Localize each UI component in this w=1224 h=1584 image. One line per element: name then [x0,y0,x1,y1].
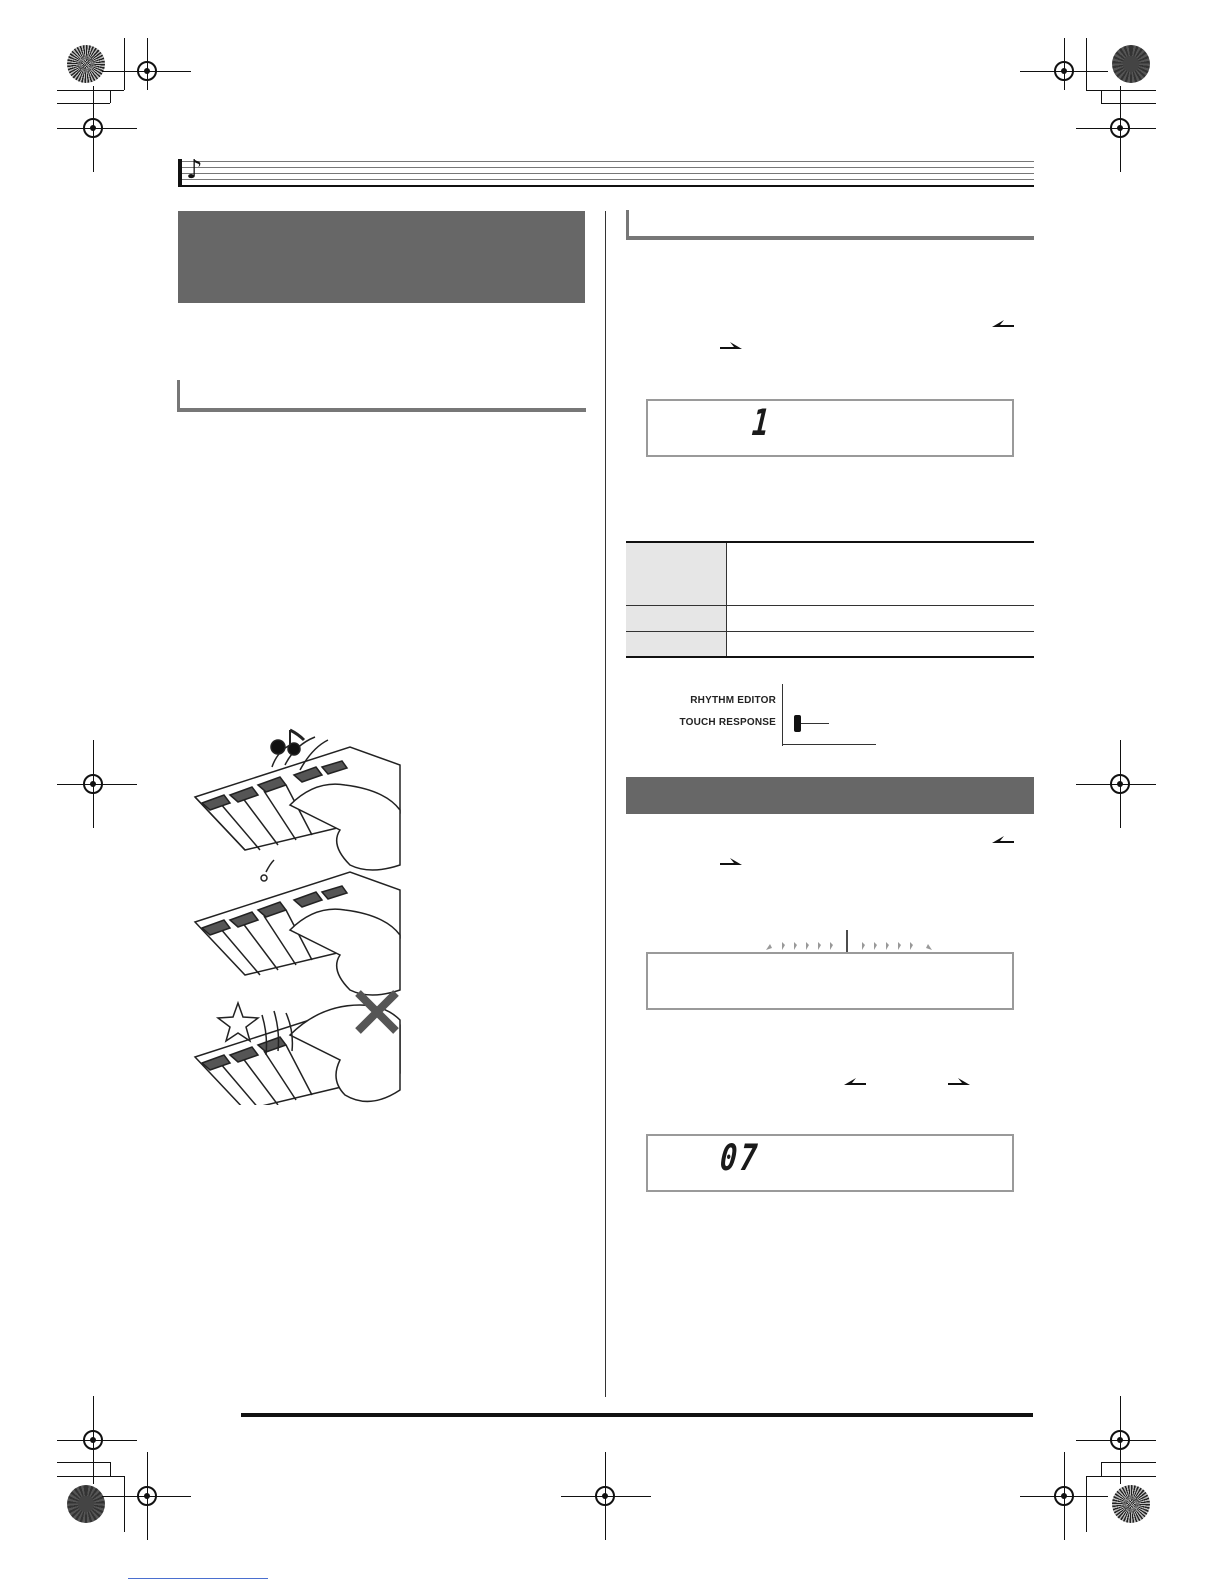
table-value-cell [727,605,1035,631]
bottom-link-underline [128,1578,268,1579]
crosshair-icon [137,1486,157,1506]
table-key-cell [626,542,727,605]
crosshair-icon [1054,1486,1074,1506]
crosshair-icon [137,61,157,81]
lcd-display [646,399,1014,457]
crosshair-icon [595,1486,615,1506]
button-arrow-icon [720,858,742,864]
crosshair-icon [1110,774,1130,794]
keyboard-wrong-press-icon [195,993,400,1105]
table-key-cell [626,631,727,657]
crosshair-icon [1110,1430,1130,1450]
button-arrow-icon [720,342,742,348]
button-arrow-icon [992,320,1014,326]
touch-response-button[interactable] [794,715,801,732]
registration-target-icon [1112,1485,1150,1523]
lcd-display [646,952,1014,1010]
table-value-cell [727,631,1035,657]
button-arrow-icon [992,836,1014,842]
rhythm-editor-label: RHYTHM EDITOR [690,695,776,706]
registration-target-icon [67,45,105,83]
button-arrow-icon [948,1078,970,1084]
crosshair-icon [1110,118,1130,138]
lcd-value: 07 [718,1136,762,1179]
crosshair-icon [1054,61,1074,81]
settings-table [626,541,1034,658]
header-staff [178,155,1034,187]
table-key-cell [626,605,727,631]
lcd-value: 1 [750,401,774,444]
keyboard-touch-illustrations [190,725,405,1105]
subsection-heading-bar [177,380,586,412]
crosshair-icon [83,1430,103,1450]
footer-rule [241,1413,1033,1417]
section-banner [178,211,585,303]
button-arrow-icon [844,1078,866,1084]
crosshair-icon [83,774,103,794]
registration-target-icon [67,1485,105,1523]
subsection-heading-bar [626,210,1034,240]
section-banner [626,777,1034,814]
column-divider [605,211,606,1397]
table-value-cell [727,542,1035,605]
keyboard-soft-press-icon [195,860,400,995]
touch-response-label: TOUCH RESPONSE [679,717,776,728]
crosshair-icon [83,118,103,138]
control-panel-diagram [640,684,900,748]
lcd-display [646,1134,1014,1192]
keyboard-hard-press-icon [195,730,400,870]
registration-target-icon [1112,45,1150,83]
eighth-note-icon: ♪ [186,155,203,185]
